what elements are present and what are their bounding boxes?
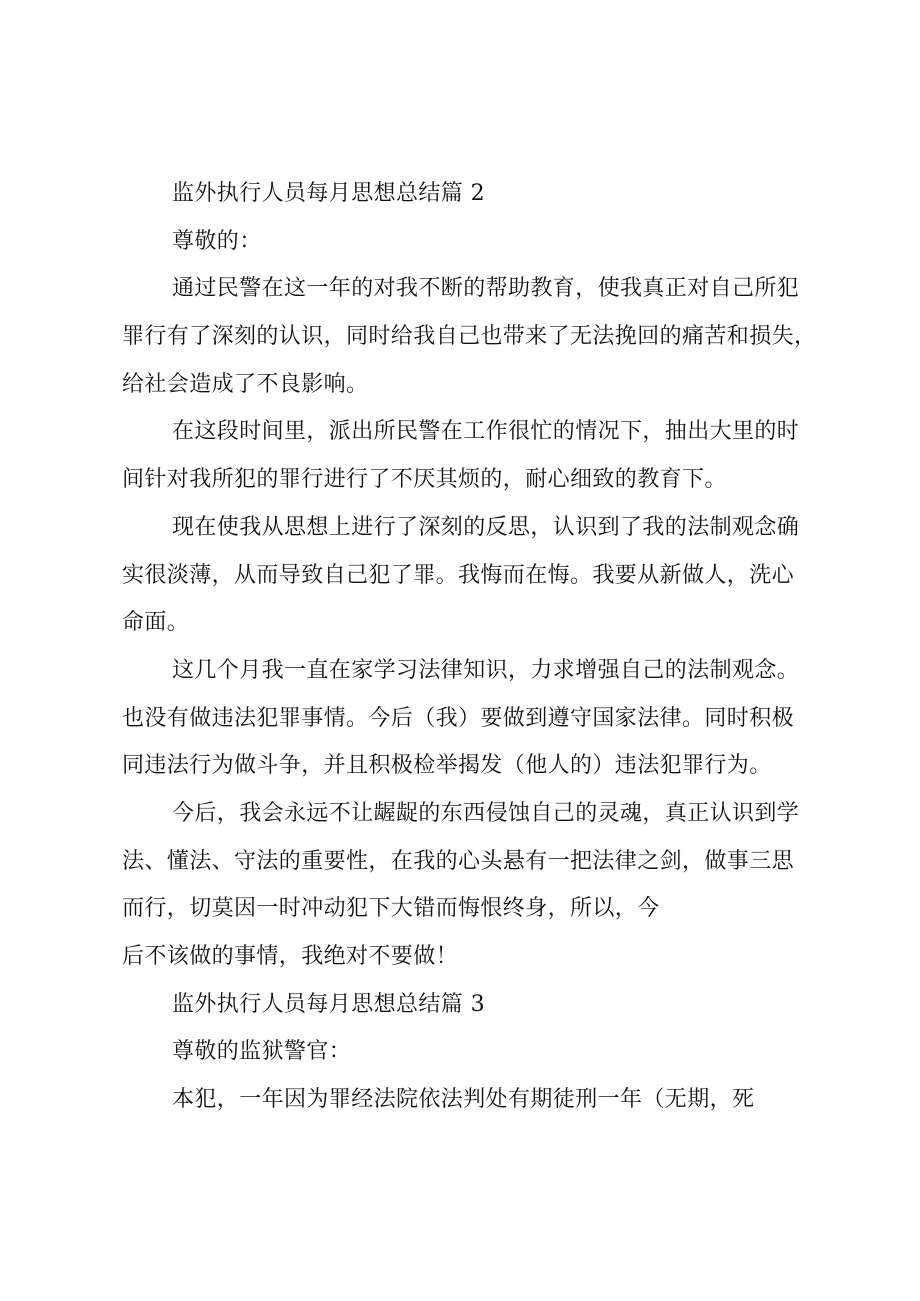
paragraph-line: 间针对我所犯的罪行进行了不厌其烦的，耐心细致的教育下。 xyxy=(122,467,727,493)
salutation: 尊敬的监狱警官： xyxy=(172,1039,352,1065)
paragraph-line: 法、懂法、守法的重要性，在我的心头悬有一把法律之剑，做事三思 xyxy=(122,848,795,874)
paragraph-line: 在这段时间里，派出所民警在工作很忙的情况下，抽出大里的时 xyxy=(172,419,800,445)
paragraph-line: 命面。 xyxy=(122,610,190,636)
section-heading-3: 监外执行人员每月思想总结篇 3 xyxy=(172,991,485,1017)
paragraph-line: 给社会造成了不良影响。 xyxy=(122,371,369,397)
paragraph-line: 今后，我会永远不让龌龊的东西侵蚀自己的灵魂，真正认识到学 xyxy=(172,800,800,826)
paragraph-line: 本犯，一年因为罪经法院依法判处有期徒刑一年（无期，死 xyxy=(172,1087,755,1113)
paragraph-line: 这几个月我一直在家学习法律知识，力求增强自己的法制观念。 xyxy=(172,657,800,683)
paragraph-line: 现在使我从思想上进行了深刻的反思，认识到了我的法制观念确 xyxy=(172,514,800,540)
section-heading-2: 监外执行人员每月思想总结篇 2 xyxy=(172,181,485,206)
paragraph-line: 而行，切莫因一时冲动犯下大错而悔恨终身，所以，今 xyxy=(122,896,660,922)
paragraph-line: 罪行有了深刻的认识，同时给我自己也带来了无法挽回的痛苦和损失， xyxy=(122,324,817,350)
paragraph-line: 实很淡薄，从而导致自己犯了罪。我悔而在悔。我要从新做人，洗心 xyxy=(122,562,795,588)
paragraph-line: 也没有做违法犯罪事情。今后（我）要做到遵守国家法律。同时积极 xyxy=(122,705,795,731)
paragraph-line: 后不该做的事情，我绝对不要做！ xyxy=(122,944,459,969)
document-body xyxy=(122,170,822,1124)
paragraph-line: 同违法行为做斗争，并且积极检举揭发（他人的）违法犯罪行为。 xyxy=(122,753,772,779)
paragraph-line: 通过民警在这一年的对我不断的帮助教育，使我真正对自己所犯 xyxy=(172,276,800,302)
salutation: 尊敬的： xyxy=(172,228,262,254)
